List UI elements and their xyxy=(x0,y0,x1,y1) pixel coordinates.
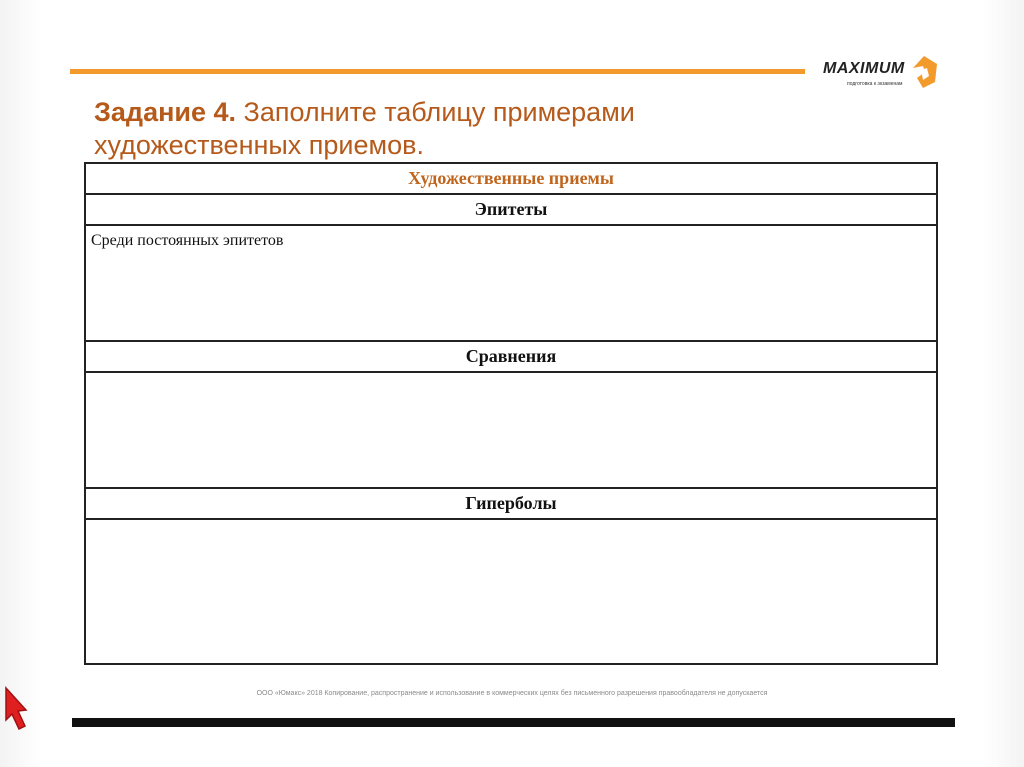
table-title-row xyxy=(85,163,937,194)
epithets-answer-cell[interactable]: Среди постоянных эпитетов xyxy=(85,225,937,341)
heading-comparisons: Сравнения xyxy=(85,341,937,372)
section-body-row xyxy=(85,372,937,488)
section-heading-row xyxy=(85,488,937,519)
page-title xyxy=(94,96,794,162)
hyperbolas-answer-cell[interactable] xyxy=(85,519,937,664)
heading-hyperbolas: Гиперболы xyxy=(85,488,937,519)
heading-epithets: Эпитеты xyxy=(85,194,937,225)
task-instruction: Заполните таблицу примерами художественных приемов. xyxy=(94,97,635,160)
section-body-row xyxy=(85,225,937,341)
top-orange-rule xyxy=(70,69,805,74)
comparisons-answer-cell[interactable] xyxy=(85,372,937,488)
bottom-black-rule xyxy=(72,718,955,727)
logo-tagline: подготовка к экзаменам xyxy=(847,81,903,87)
logo-wordmark: MAXIMUM xyxy=(823,60,905,77)
maximum-logo xyxy=(823,54,941,94)
task-number: Задание 4. xyxy=(94,97,237,127)
literary-devices-table xyxy=(84,162,938,665)
red-pointer-cursor-icon xyxy=(0,684,40,740)
section-heading-row xyxy=(85,194,937,225)
section-heading-row xyxy=(85,341,937,372)
table-title: Художественные приемы xyxy=(85,163,937,194)
maximum-logo-icon xyxy=(909,54,939,90)
copyright-footer: ООО «Юмакс» 2018 Копирование, распространение и использование в коммерческих целях без письменного разрешения правообладателя не допускается xyxy=(256,690,768,697)
section-body-row xyxy=(85,519,937,664)
